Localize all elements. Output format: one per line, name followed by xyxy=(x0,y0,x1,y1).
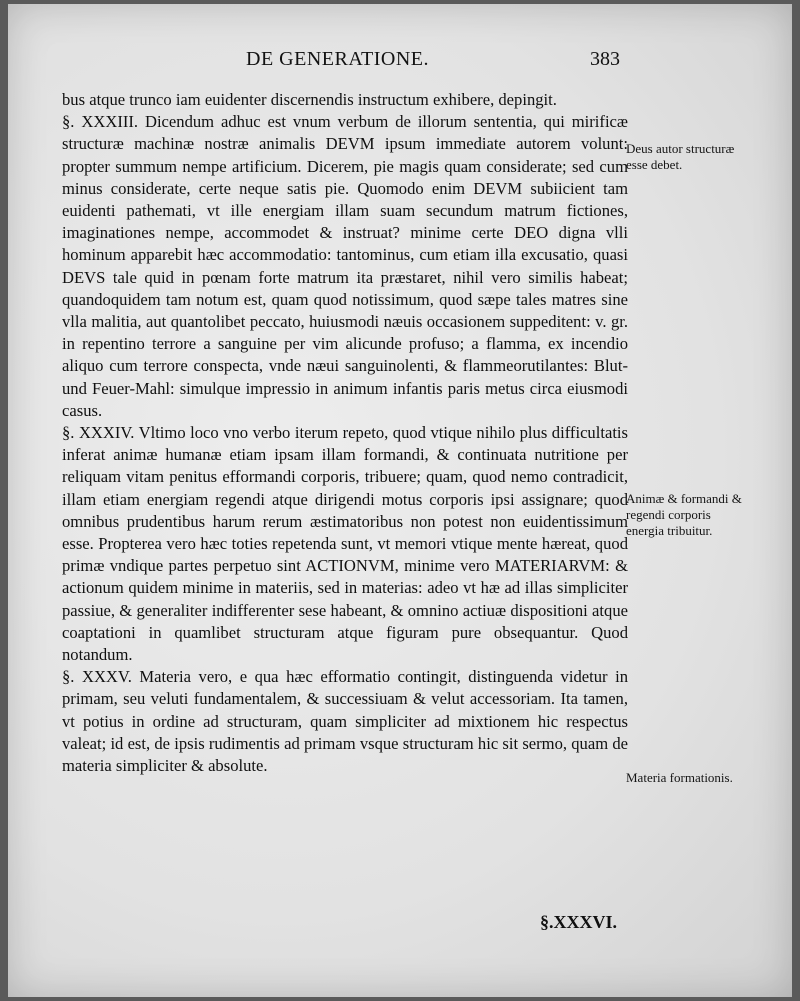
catchword: §.XXXVI. xyxy=(540,912,618,932)
book-page xyxy=(8,4,792,997)
marginal-note-deus-autor: Deus autor structuræ esse debet. xyxy=(626,141,735,172)
paragraph-section-34: §. XXXIV. Vltimo loco vno verbo iterum repeto, quod vtique nihilo plus difficultatis inferat animæ humanæ etiam ipsam illam formandi, & continuata nutritione per reliquam vitam penitus efformandi corporis, tribuere; quam, quod nemo contradicit, illam etiam energiam regendi atque dirigendi motus corporis ipsi assignare; quod omnibus prudentibus harum rerum æstimatoribus non potest non euidentissimum esse. Propterea vero hæc toties repetenda sunt, vt memori vtique mente hæreat, quod primæ vndique partes perpetuo sint ACTIONVM, minime vero MATERIARVM: & actionum quidem minime in materiis, sed in materias: adeo vt hæ ad illas simpliciter passiue, & generaliter indifferenter sese habeant, & omnino actiuæ dispositioni atque coaptationi in quamlibet structuram atque figuram pure obsequantur. Quod notandum. xyxy=(62,423,628,665)
main-text-block xyxy=(62,89,628,777)
paragraph-section-33: §. XXXIII. Dicendum adhuc est vnum verbum de illorum sententia, qui mirificæ structuræ machinæ nostræ animalis DEVM ipsum immediate autorem volunt: propter summum nempe artificium. Dicerem, pie magis quam considerate; sed cum minus considerate, certe neque satis pie. Quomodo enim DEVM subiicient tam euidenti pathemati, vt ille energiam illam suam secundum matrum fictiones, imaginationes nempe, accommodet & instruat? minime certe DEO digna vlli hominum apparebit hæc accommodatio: tantominus, cum etiam illa excusatio, quasi DEVS tale quid in pœnam forte matrum ita præstaret, nihil vero similis habeat; quandoquidem tam notum est, quam quod notissimum, quod sæpe tales matres sine vlla malitia, aut quantolibet peccato, huiusmodi næuis occasionem suppeditent: v. gr. in repentino terrore a sanguine per vim alicunde profuso; a flamma, ex incendio aliquo cum terrore conspecta, vnde næui sanguinolenti, & flammeorutilantes: Blut- und Feuer-Mahl: simulque impressio in animum infantis paris metus circa eiusmodi casus. xyxy=(62,112,628,420)
running-title: DE GENERATIONE. xyxy=(246,48,430,70)
marginal-note-materia: Materia formationis. xyxy=(626,770,733,785)
paragraph-continuation: bus atque trunco iam euidenter discernendis instructum exhibere, depingit. xyxy=(62,90,557,109)
page-number: 383 xyxy=(590,48,620,70)
page-header xyxy=(8,48,792,76)
paragraph-section-35: §. XXXV. Materia vero, e qua hæc efformatio contingit, distinguenda videtur in primam, seu veluti fundamentalem, & successiuam & velut accessoriam. Ita tamen, vt potius in ordine ad structuram, quam simpliciter ad mixtionem hic respectus valeat; id est, de ipsis rudimentis ad primam vsque structuram hic sit sermo, quam de materia simpliciter & absolute. xyxy=(62,667,628,776)
marginal-note-animae: Animæ & formandi & regendi corporis energia tribuitur. xyxy=(626,491,742,538)
